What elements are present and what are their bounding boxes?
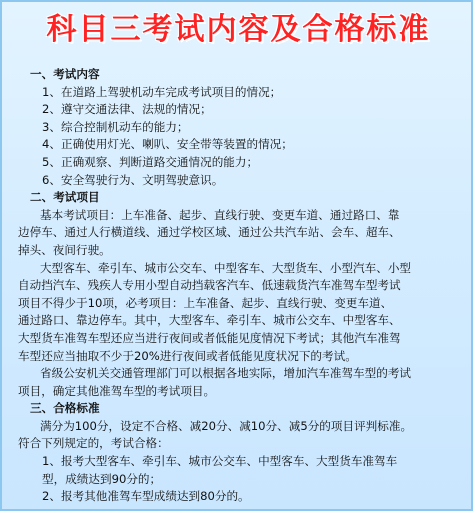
text-line: 5、正确观察、判断道路交通情况的能力； bbox=[42, 154, 259, 169]
text-line: 边停车、通过人行横道线、通过学校区域、通过公共汽车站、会车、超车、 bbox=[18, 225, 401, 240]
text-line: 通过路口、靠边停车。其中，大型客车、牵引车、城市公交车、中型客车、 bbox=[18, 313, 401, 328]
text-line: 型，成绩达到90分的； bbox=[42, 471, 162, 486]
text-line: 省级公安机关交通管理部门可以根据各地实际，增加汽车准驾车型的考试 bbox=[40, 366, 412, 381]
text-line: 自动挡汽车、残疾人专用小型自动挡载客汽车、低速载货汽车准驾车型考试 bbox=[18, 278, 401, 293]
text-line: 4、正确使用灯光、喇叭、安全带等装置的情况； bbox=[42, 137, 293, 152]
text-line: 车型还应当抽取不少于20%进行夜间或者低能见度状况下的考试。 bbox=[18, 348, 357, 363]
text-line: 大型客车、牵引车、城市公交车、中型客车、大型货车、小型汽车、小型 bbox=[40, 260, 412, 275]
text-line: 符合下列规定的，考试合格： bbox=[18, 436, 169, 451]
text-line: 项目不得少于10项，必考项目：上车准备、起步、直线行驶、变更车道、 bbox=[18, 295, 393, 310]
text-line: 掉头、夜间行驶。 bbox=[18, 242, 111, 257]
section-heading: 一、考试内容 bbox=[30, 67, 100, 81]
page-title: 科目三考试内容及合格标准 bbox=[46, 12, 431, 47]
text-line: 基本考试项目：上车准备、起步、直线行驶、变更车道、通过路口、靠 bbox=[40, 207, 400, 222]
content-body bbox=[18, 66, 466, 506]
section-heading: 三、合格标准 bbox=[30, 401, 100, 416]
text-line: 大型货车准驾车型还应当进行夜间或者低能见度情况下考试；其他汽车准驾 bbox=[18, 330, 401, 345]
text-line: 2、遵守交通法律、法规的情况； bbox=[42, 102, 212, 117]
text-line: 1、在道路上驾驶机动车完成考试项目的情况； bbox=[42, 84, 282, 99]
text-line: 2、报考其他准驾车型成绩达到80分的。 bbox=[42, 489, 250, 504]
text-line: 项目，确定其他准驾车型的考试项目。 bbox=[18, 383, 216, 398]
text-line: 1、报考大型客车、牵引车、城市公交车、中型客车、大型货车准驾车 bbox=[42, 454, 398, 469]
text-line: 3、综合控制机动车的能力； bbox=[42, 119, 189, 134]
text-line: 满分为100分，设定不合格、减20分、减10分、减5分的项目评判标准。 bbox=[40, 418, 413, 433]
section-heading: 二、考试项目 bbox=[30, 190, 100, 205]
text-line: 6、安全驾驶行为、文明驾驶意识。 bbox=[42, 172, 224, 187]
